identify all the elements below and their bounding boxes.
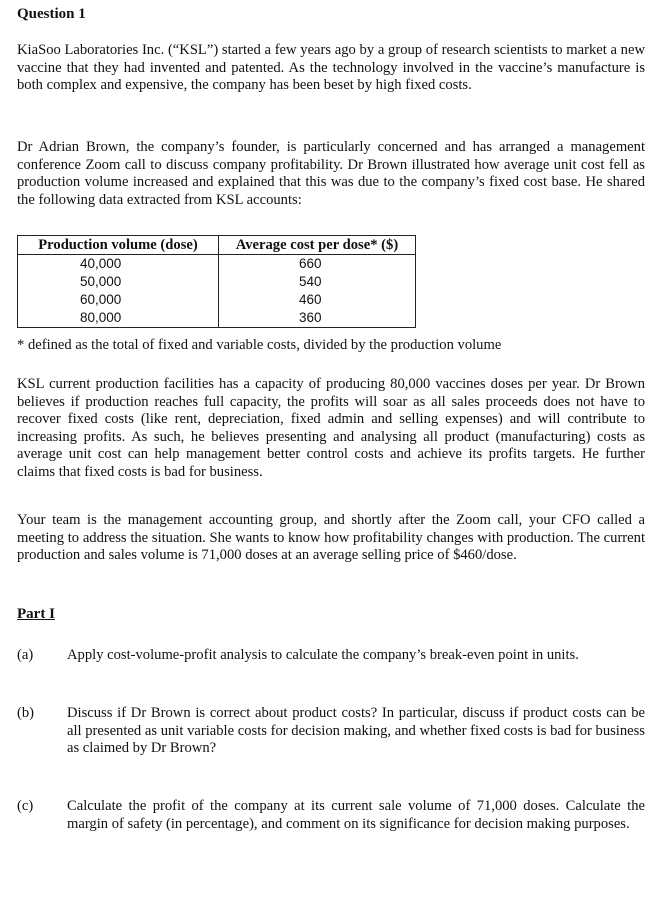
table-cell-cost: 460 [219, 291, 416, 309]
table-header-avg-cost: Average cost per dose* ($) [219, 236, 416, 255]
question-item-a [17, 647, 645, 665]
question-label: (c) [17, 798, 34, 814]
question-item-c [17, 798, 645, 833]
founder-paragraph: Dr Adrian Brown, the company’s founder, is particularly concerned and has arranged a management conference Zoom call to discuss company profitability. Dr Brown illustrated how average unit cost fell as production volume increased and explained that this was due to the company’s fixed cost base. He shared the following data extracted from KSL accounts: [17, 139, 645, 208]
table-row [18, 309, 416, 328]
table-row [18, 291, 416, 309]
table-cell-cost: 660 [219, 255, 416, 274]
question-text: Calculate the profit of the company at its current sale volume of 71,000 doses. Calculate the margin of safety (in percentage), and comment on its significance for decision making purposes. [67, 798, 645, 832]
table-header-row [18, 236, 416, 255]
question-text: Apply cost-volume-profit analysis to calculate the company’s break-even point in units. [67, 647, 579, 663]
table-cell-volume: 60,000 [18, 291, 219, 309]
cost-table [17, 235, 416, 328]
question-title: Question 1 [17, 6, 86, 22]
table-cell-cost: 360 [219, 309, 416, 328]
table-header-volume: Production volume (dose) [18, 236, 219, 255]
question-text: Discuss if Dr Brown is correct about product costs? In particular, discuss if product costs can be all presented as unit variable costs for decision making, and whether fixed costs is bad for business as claimed by Dr Brown? [67, 705, 645, 756]
table-footnote: * defined as the total of fixed and variable costs, divided by the production volume [17, 337, 502, 353]
question-item-b [17, 705, 645, 758]
table-cell-volume: 40,000 [18, 255, 219, 274]
table-cell-volume: 80,000 [18, 309, 219, 328]
table-cell-cost: 540 [219, 273, 416, 291]
question-label: (b) [17, 705, 35, 721]
team-paragraph: Your team is the management accounting group, and shortly after the Zoom call, your CFO called a meeting to address the situation. She wants to know how profitability changes with production. The current production and sales volume is 71,000 doses at an average selling price of $460/dose. [17, 512, 645, 563]
table-cell-volume: 50,000 [18, 273, 219, 291]
question-label: (a) [17, 647, 34, 663]
intro-paragraph: KiaSoo Laboratories Inc. (“KSL”) started a few years ago by a group of research scientists to market a new vaccine that they had invented and patented. As the technology involved in the vaccine’s manufacture is both complex and expensive, the company has been beset by high fixed costs. [17, 42, 645, 93]
part-title: Part I [17, 606, 55, 622]
capacity-paragraph: KSL current production facilities has a capacity of producing 80,000 vaccines doses per year. Dr Brown believes if production reaches full capacity, the profits will soar as all sales proceeds does not have to recover fixed costs (like rent, depreciation, fixed admin and selling expenses) and will contribute to increasing profits. As such, he believes presenting and analysing all product (manufacturing) costs as average unit cost can help management better control costs and achieve its profits targets. He further claims that fixed costs is bad for business. [17, 376, 645, 480]
table-row [18, 273, 416, 291]
table-row [18, 255, 416, 274]
